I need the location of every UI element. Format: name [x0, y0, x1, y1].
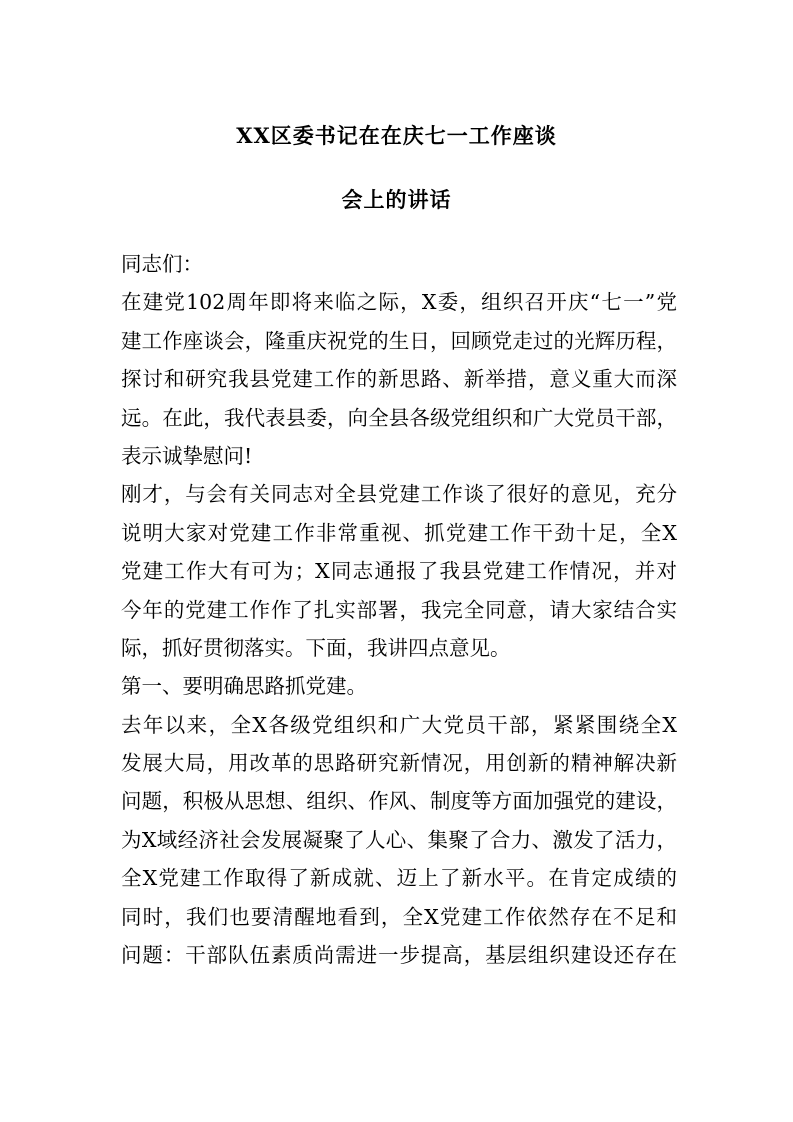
- paragraph-line: 远。在此，我代表县委，向全县各级党组织和广大党员干部，: [121, 405, 677, 430]
- paragraph-line: 刚才，与会有关同志对全县党建工作谈了很好的意见，充分: [121, 482, 677, 507]
- document-title-line-2: 会上的讲话: [341, 187, 452, 212]
- paragraph-line: 同时，我们也要清醒地看到，全X党建工作依然存在不足和: [121, 904, 677, 929]
- salutation: 同志们：: [121, 252, 203, 276]
- paragraph-line: 问题：干部队伍素质尚需进一步提高，基层组织建设还存在: [121, 943, 677, 968]
- paragraph-line: 建工作座谈会，隆重庆祝党的生日，回顾党走过的光辉历程，: [121, 328, 677, 353]
- paragraph: [121, 283, 677, 475]
- paragraph-line: 党建工作大有可为；X同志通报了我县党建工作情况，并对: [121, 559, 677, 584]
- paragraph-line: 在建党102周年即将来临之际，X委，组织召开庆“七一”党: [121, 290, 677, 315]
- document-title-line-1: XX区委书记在在庆七一工作座谈: [236, 123, 557, 148]
- section-heading: [121, 667, 677, 705]
- paragraph-line: 表示诚挚慰问!: [121, 443, 253, 468]
- paragraph-line: 去年以来，全X各级党组织和广大党员干部，紧紧围绕全X: [121, 712, 677, 737]
- paragraph-line: 发展大局，用改革的思路研究新情况，用创新的精神解决新: [121, 751, 677, 776]
- paragraph-line: 探讨和研究我县党建工作的新思路、新举措，意义重大而深: [121, 367, 677, 392]
- paragraph-line: 说明大家对党建工作非常重视、抓党建工作干劲十足，全X: [121, 520, 677, 545]
- paragraph: [121, 475, 677, 667]
- paragraph-line: 际，抓好贯彻落实。下面，我讲四点意见。: [121, 635, 511, 660]
- document-body: [121, 245, 677, 974]
- paragraph-line: 问题，积极从思想、组织、作风、制度等方面加强党的建设，: [121, 789, 677, 814]
- paragraph-line: 全X党建工作取得了新成就、迈上了新水平。在肯定成绩的: [121, 866, 677, 891]
- paragraph: [121, 706, 677, 975]
- paragraph-line: 今年的党建工作作了扎实部署，我完全同意，请大家结合实: [121, 597, 677, 622]
- paragraph-line: 为X域经济社会发展凝聚了人心、集聚了合力、激发了活力，: [121, 827, 677, 852]
- section-heading-text: 第一、要明确思路抓党建。: [121, 674, 367, 699]
